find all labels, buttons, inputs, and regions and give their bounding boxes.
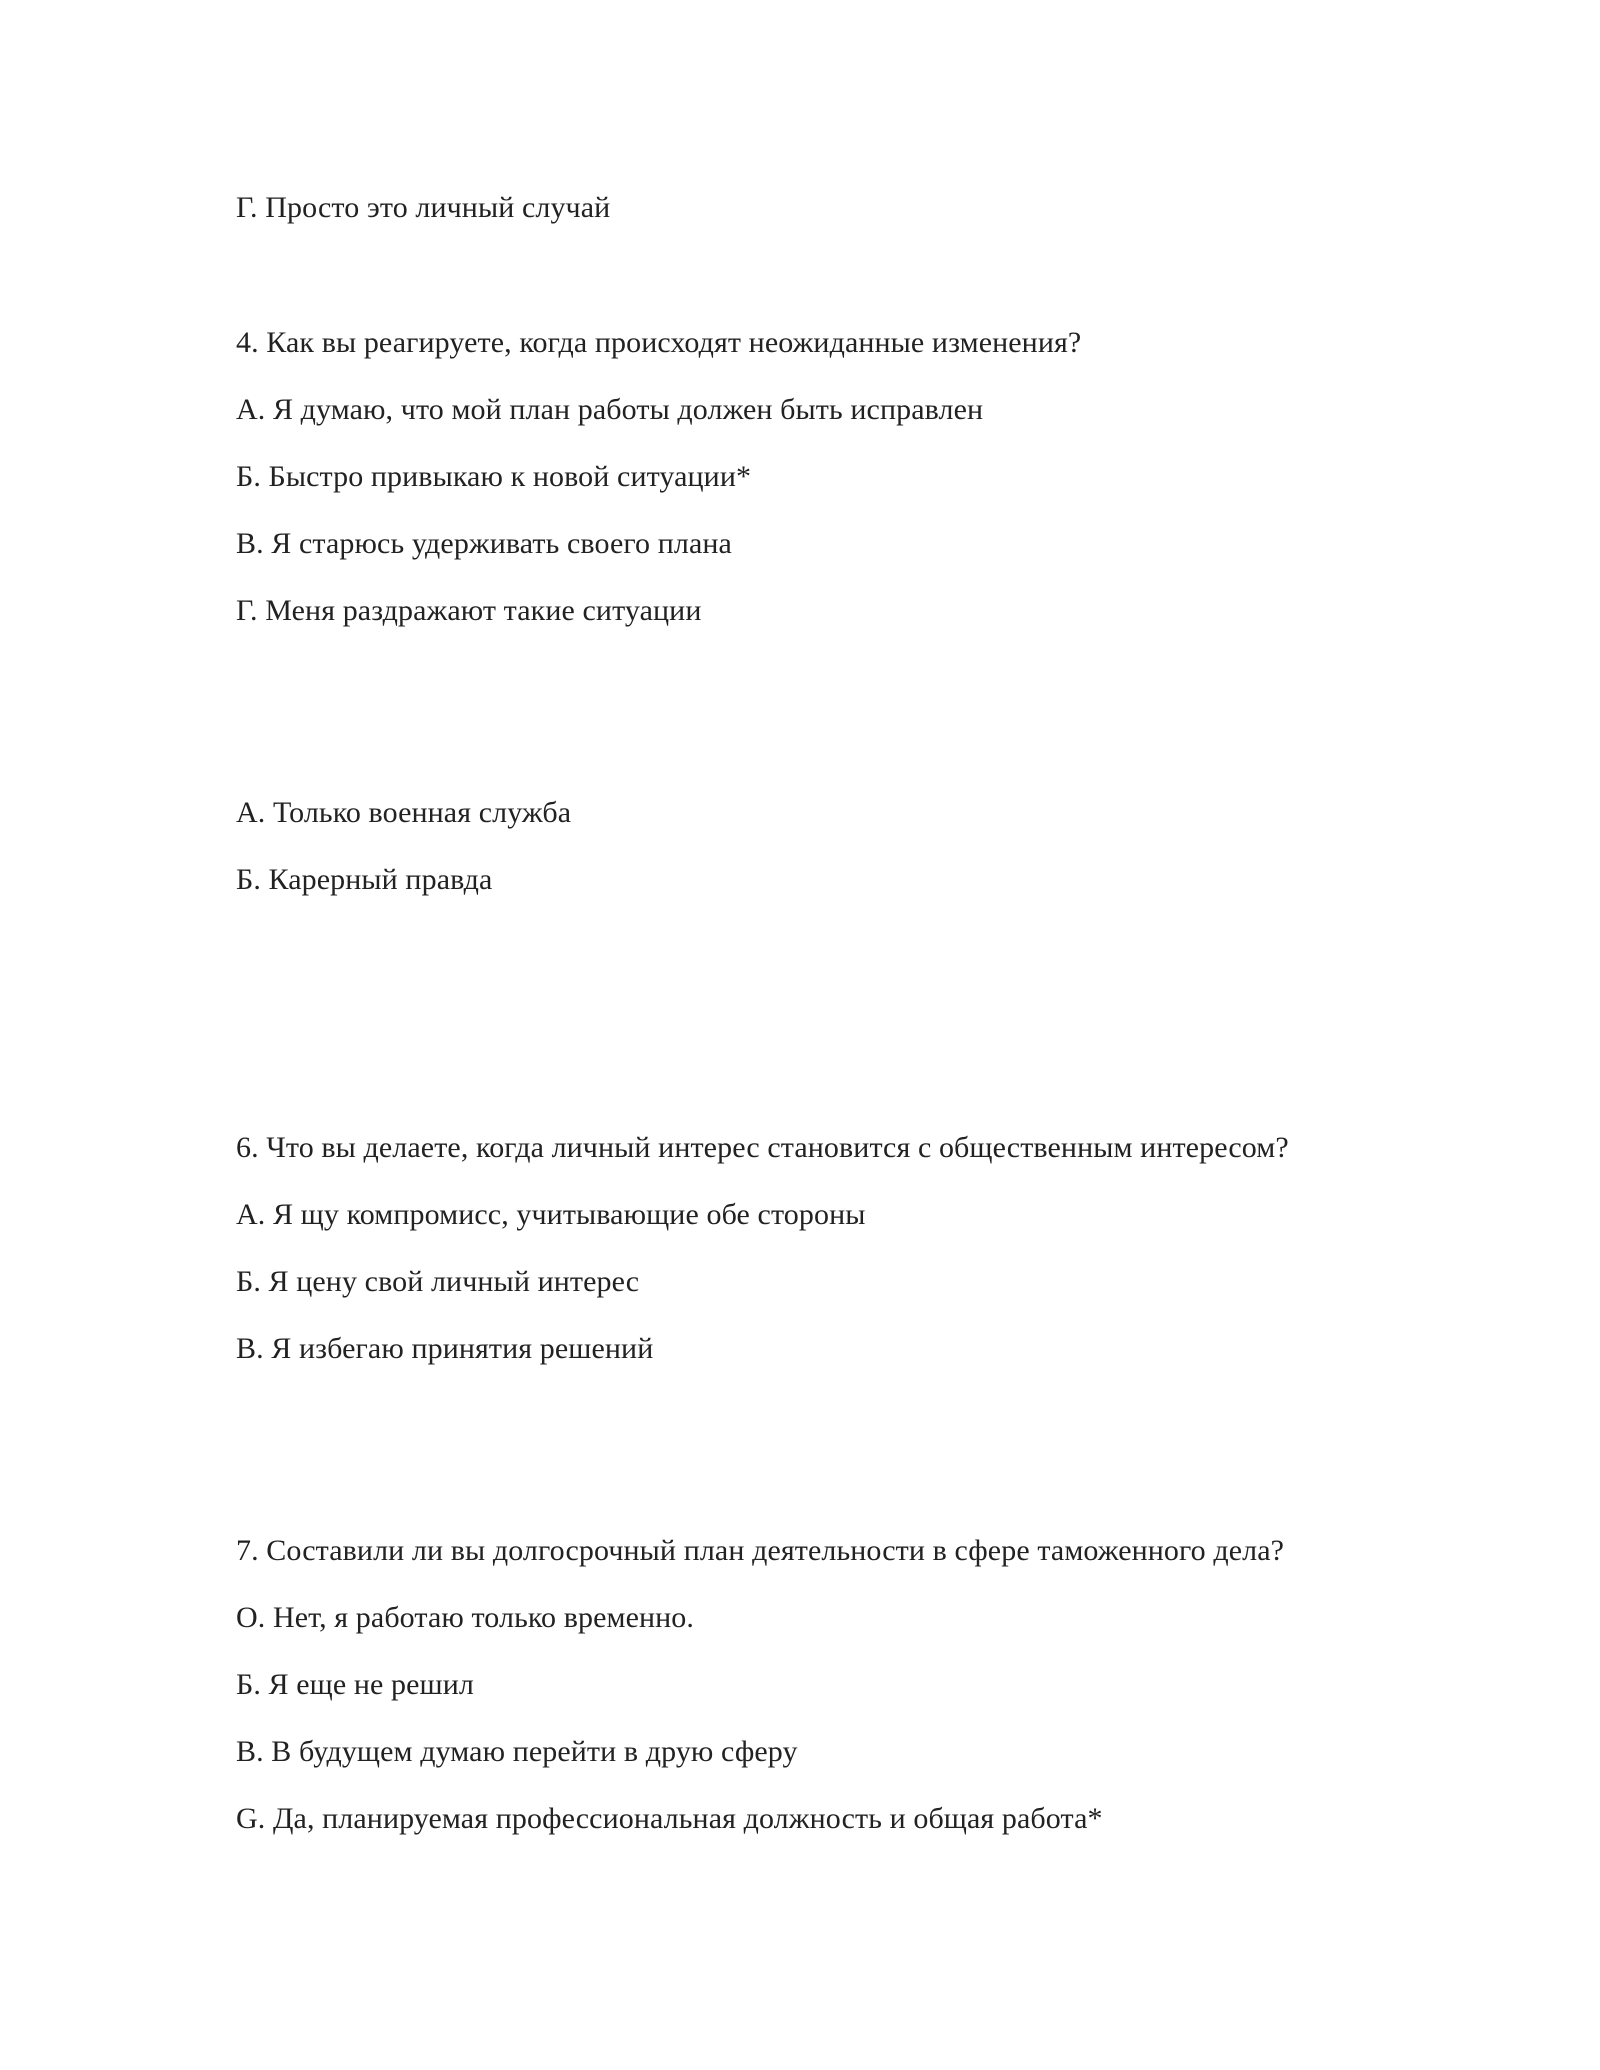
answer-option-b: Б. Я еще не решил <box>236 1668 474 1701</box>
answer-option-o: О. Нет, я работаю только временно. <box>236 1601 694 1634</box>
question-6-text: 6. Что вы делаете, когда личный интерес становится с общественным интересом? <box>236 1131 1289 1164</box>
answer-option-a: А. Только военная служба <box>236 796 572 829</box>
question-4-text: 4. Как вы реагируете, когда происходят неожиданные изменения? <box>236 326 1082 359</box>
answer-option-a: А. Я щу компромисс, учитывающие обе стороны <box>236 1198 866 1231</box>
answer-option-a: А. Я думаю, что мой план работы должен быть исправлен <box>236 393 984 426</box>
question-7-text: 7. Составили ли вы долгосрочный план деятельности в сфере таможенного дела? <box>236 1534 1285 1567</box>
answer-option-g: G. Да, планируемая профессиональная должность и общая работа* <box>236 1802 1103 1835</box>
answer-option-g: Г. Просто это личный случай <box>236 191 611 224</box>
answer-option-g: Г. Меня раздражают такие ситуации <box>236 594 702 627</box>
answer-option-v: В. Я избегаю принятия решений <box>236 1332 654 1365</box>
answer-option-b: Б. Быстро привыкаю к новой ситуации* <box>236 460 752 493</box>
answer-option-v: В. Я старюсь удерживать своего плана <box>236 527 732 560</box>
answer-option-v: В. В будущем думаю перейти в друю сферу <box>236 1735 798 1768</box>
answer-option-b: Б. Карерный правда <box>236 863 493 896</box>
answer-option-b: Б. Я цену свой личный интерес <box>236 1265 640 1298</box>
